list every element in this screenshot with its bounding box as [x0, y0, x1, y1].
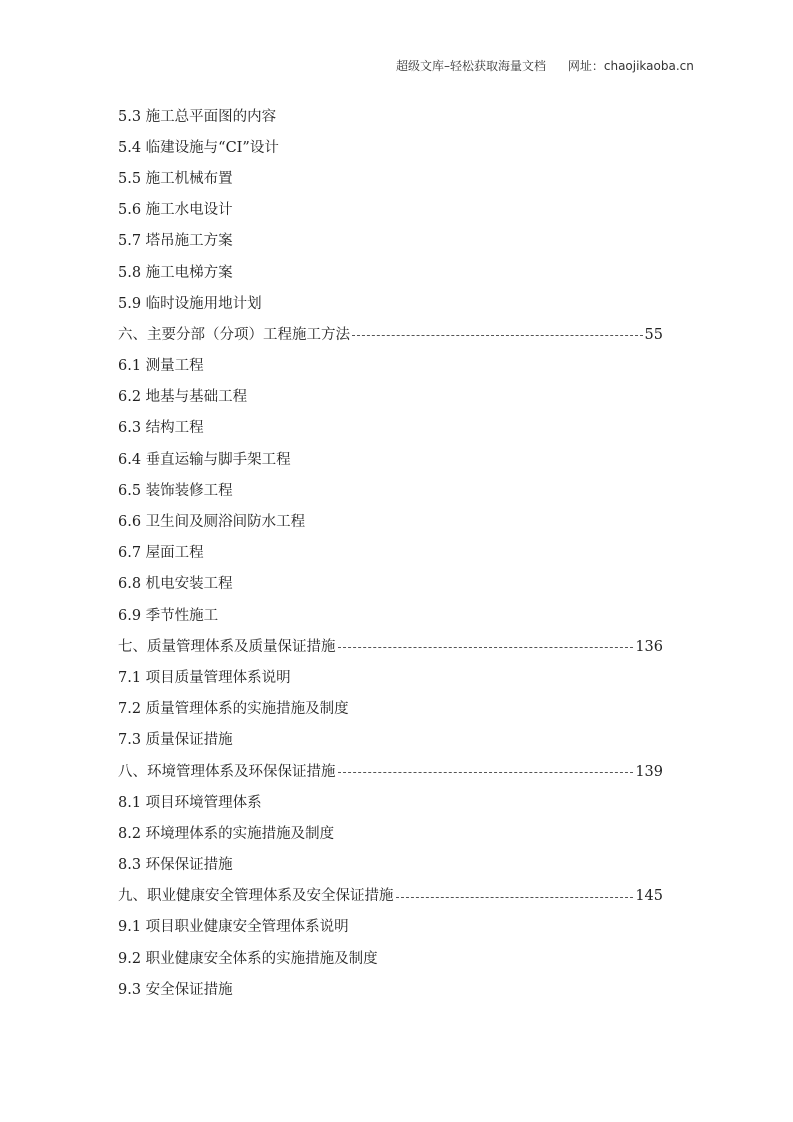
toc-entry-title: 7.2 质量管理体系的实施措施及制度: [118, 701, 349, 718]
toc-leader-dashes: [338, 647, 634, 648]
toc-entry-title: 6.1 测量工程: [118, 358, 204, 375]
toc-entry[interactable]: [118, 725, 663, 756]
toc-entry[interactable]: [118, 943, 663, 974]
toc-entry-title: 8.3 环保保证措施: [118, 857, 233, 874]
toc-chapter-entry[interactable]: [118, 631, 663, 662]
toc-entry[interactable]: [118, 818, 663, 849]
table-of-contents: [118, 101, 663, 1005]
toc-chapter-entry[interactable]: [118, 319, 663, 350]
toc-entry-title: 6.8 机电安装工程: [118, 576, 233, 593]
toc-entry[interactable]: [118, 351, 663, 382]
toc-entry[interactable]: [118, 600, 663, 631]
toc-entry-title: 6.2 地基与基础工程: [118, 389, 248, 406]
header-site-label: 网址：: [567, 59, 604, 73]
toc-entry-title: 5.3 施工总平面图的内容: [118, 108, 277, 125]
toc-entry-title: 6.6 卫生间及厕浴间防水工程: [118, 514, 306, 531]
toc-entry[interactable]: [118, 850, 663, 881]
toc-entry[interactable]: [118, 101, 663, 132]
toc-chapter-entry[interactable]: [118, 881, 663, 912]
toc-entry[interactable]: [118, 413, 663, 444]
toc-entry[interactable]: [118, 662, 663, 693]
toc-entry[interactable]: [118, 163, 663, 194]
toc-entry-title: 7.3 质量保证措施: [118, 732, 233, 749]
header-title: 超级文库–轻松获取海量文档: [396, 59, 547, 73]
toc-page-number: 55: [644, 326, 663, 343]
toc-entry-title: 5.7 塔吊施工方案: [118, 233, 233, 250]
toc-entry[interactable]: [118, 288, 663, 319]
toc-entry-title: 5.8 施工电梯方案: [118, 264, 233, 281]
toc-entry[interactable]: [118, 257, 663, 288]
toc-entry-title: 6.3 结构工程: [118, 420, 204, 437]
toc-entry-title: 九、职业健康安全管理体系及安全保证措施: [118, 888, 394, 905]
toc-page-number: 139: [635, 763, 663, 780]
toc-page-number: 136: [635, 638, 663, 655]
toc-entry[interactable]: [118, 132, 663, 163]
header-site: chaojikaoba.cn: [603, 59, 694, 73]
toc-entry-title: 6.9 季节性施工: [118, 607, 219, 624]
toc-entry-title: 6.4 垂直运输与脚手架工程: [118, 451, 291, 468]
toc-entry-title: 5.4 临建设施与“CI”设计: [118, 139, 279, 156]
toc-entry-title: 6.5 装饰装修工程: [118, 482, 233, 499]
toc-entry-title: 7.1 项目质量管理体系说明: [118, 669, 291, 686]
toc-entry[interactable]: [118, 974, 663, 1005]
toc-entry-title: 八、环境管理体系及环保保证措施: [118, 763, 336, 780]
toc-entry[interactable]: [118, 506, 663, 537]
toc-entry[interactable]: [118, 444, 663, 475]
toc-leader-dashes: [396, 897, 634, 898]
toc-leader-dashes: [338, 772, 634, 773]
toc-entry-title: 5.9 临时设施用地计划: [118, 295, 262, 312]
toc-entry-title: 9.2 职业健康安全体系的实施措施及制度: [118, 950, 378, 967]
toc-entry[interactable]: [118, 912, 663, 943]
toc-entry[interactable]: [118, 475, 663, 506]
toc-entry[interactable]: [118, 226, 663, 257]
page-header: [396, 57, 694, 74]
toc-entry[interactable]: [118, 694, 663, 725]
toc-entry[interactable]: [118, 538, 663, 569]
toc-entry[interactable]: [118, 569, 663, 600]
toc-entry-title: 七、质量管理体系及质量保证措施: [118, 638, 336, 655]
toc-entry-title: 8.1 项目环境管理体系: [118, 794, 262, 811]
toc-entry-title: 5.6 施工水电设计: [118, 202, 233, 219]
toc-leader-dashes: [352, 335, 643, 336]
toc-entry-title: 9.3 安全保证措施: [118, 981, 233, 998]
toc-entry-title: 6.7 屋面工程: [118, 545, 204, 562]
toc-entry[interactable]: [118, 195, 663, 226]
toc-entry-title: 5.5 施工机械布置: [118, 170, 233, 187]
toc-entry-title: 8.2 环境理体系的实施措施及制度: [118, 825, 335, 842]
toc-entry-title: 六、主要分部（分项）工程施工方法: [118, 326, 350, 343]
toc-chapter-entry[interactable]: [118, 756, 663, 787]
toc-entry-title: 9.1 项目职业健康安全管理体系说明: [118, 919, 349, 936]
toc-entry[interactable]: [118, 382, 663, 413]
toc-entry[interactable]: [118, 787, 663, 818]
toc-page-number: 145: [635, 888, 663, 905]
